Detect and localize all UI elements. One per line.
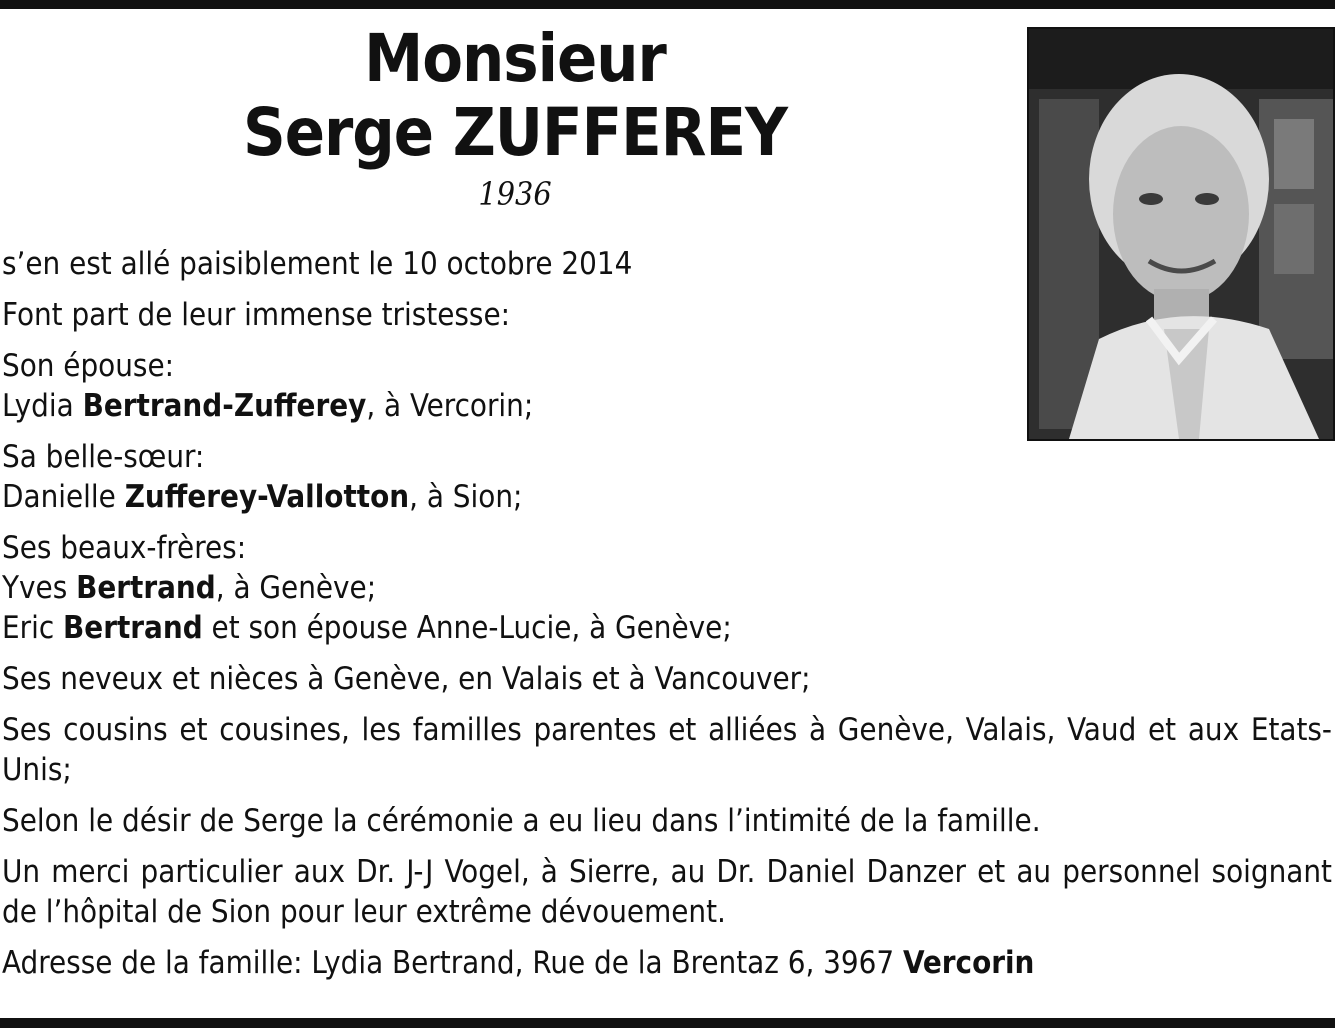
- deceased-name: Serge ZUFFEREY: [242, 94, 788, 171]
- spouse-surname: Bertrand-Zufferey: [82, 388, 367, 424]
- bottom-rule: [0, 1018, 1335, 1028]
- announcement-line: Font part de leur immense tristesse:: [2, 297, 511, 333]
- notice-body: [2, 244, 1332, 994]
- ceremony-line: Selon le désir de Serge la cérémonie a eu lieu dans l’intimité de la famille.: [2, 803, 1041, 839]
- spouse-label: Son épouse:: [2, 348, 175, 384]
- brother-in-law-entry: [2, 568, 1332, 608]
- nephews-line: Ses neveux et nièces à Genève, en Valais et à Vancouver;: [2, 661, 811, 697]
- sister-in-law-surname: Zufferey-Vallotton: [124, 479, 410, 515]
- brother-in-law-first-name: Eric: [2, 610, 64, 646]
- sister-in-law-entry: [2, 477, 1332, 517]
- address-city: Vercorin: [902, 945, 1035, 981]
- brother-in-law-place: , à Genève;: [215, 570, 377, 606]
- notice-heading: [0, 22, 1030, 214]
- spouse-first-name: Lydia: [2, 388, 83, 424]
- top-rule: [0, 0, 1335, 9]
- title-salutation: Monsieur: [364, 20, 666, 97]
- family-address: [2, 943, 1332, 983]
- cousins-line: Ses cousins et cousines, les familles parentes et alliées à Genève, Valais, Vaud et aux Etats-Unis;: [2, 712, 1332, 788]
- address-text: Adresse de la famille: Lydia Bertrand, Rue de la Brentaz 6, 3967: [2, 945, 903, 981]
- thanks-line: Un merci particulier aux Dr. J-J Vogel, à Sierre, au Dr. Daniel Danzer et au personnel soignant de l’hôpital de Sion pour leur extrême dévouement.: [2, 854, 1332, 930]
- brother-in-law-first-name: Yves: [2, 570, 77, 606]
- sister-in-law-block: [2, 437, 1332, 517]
- sister-in-law-place: , à Sion;: [409, 479, 523, 515]
- brother-in-law-surname: Bertrand: [63, 610, 203, 646]
- brother-in-law-place: et son épouse Anne-Lucie, à Genève;: [202, 610, 732, 646]
- spouse-entry: [2, 386, 1332, 426]
- spouse-place: , à Vercorin;: [366, 388, 534, 424]
- sister-in-law-first-name: Danielle: [2, 479, 125, 515]
- passing-line: s’en est allé paisiblement le 10 octobre 2014: [2, 246, 633, 282]
- birth-year: 1936: [478, 175, 552, 213]
- brothers-in-law-block: [2, 528, 1332, 648]
- spouse-block: [2, 346, 1332, 426]
- brothers-in-law-label: Ses beaux-frères:: [2, 530, 247, 566]
- sister-in-law-label: Sa belle-sœur:: [2, 439, 205, 475]
- brother-in-law-entry: [2, 608, 1332, 648]
- brother-in-law-surname: Bertrand: [76, 570, 216, 606]
